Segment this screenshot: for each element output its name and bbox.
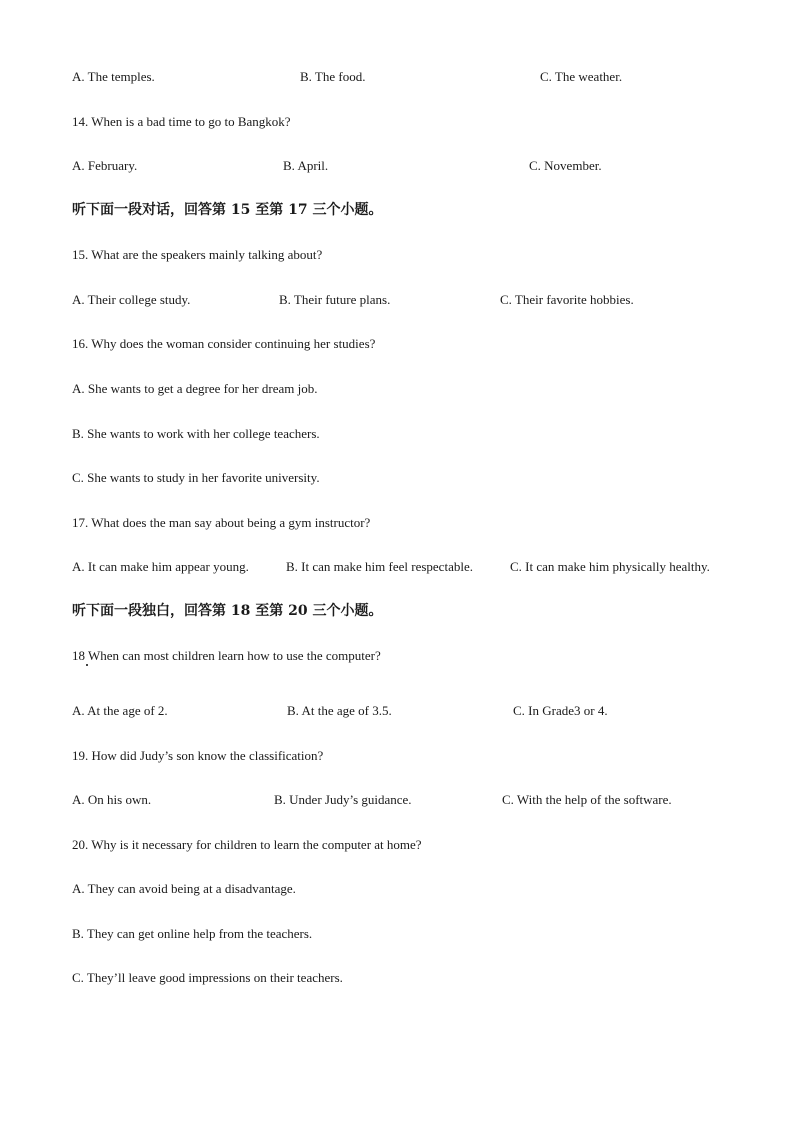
q18-option-a: A. At the age of 2. xyxy=(72,703,168,718)
q18-question: 18 When can most children learn how to use the computer? xyxy=(72,648,381,663)
stray-dot-mark xyxy=(86,664,88,666)
q20-option-a: A. They can avoid being at a disadvantage. xyxy=(72,881,296,896)
q14-option-b: B. April. xyxy=(283,158,329,173)
q15-option-b: B. Their future plans. xyxy=(279,292,391,307)
q17-option-b: B. It can make him feel respectable. xyxy=(286,559,473,574)
q16-option-c: C. She wants to study in her favorite university. xyxy=(72,470,320,485)
q20-option-b: B. They can get online help from the teachers. xyxy=(72,926,313,941)
q17-question: 17. What does the man say about being a gym instructor? xyxy=(72,515,371,530)
q16-question: 16. Why does the woman consider continuing her studies? xyxy=(72,336,376,351)
q15-question: 15. What are the speakers mainly talking about? xyxy=(72,247,323,262)
q15-option-c: C. Their favorite hobbies. xyxy=(500,292,634,307)
q20-question: 20. Why is it necessary for children to learn the computer at home? xyxy=(72,837,422,852)
q14-question: 14. When is a bad time to go to Bangkok? xyxy=(72,114,291,129)
q13-option-b: B. The food. xyxy=(300,69,366,84)
q16-option-a: A. She wants to get a degree for her dream job. xyxy=(72,381,318,396)
section-heading-15-17: 听下面一段对话，回答第 15 至第 17 三个小题。 xyxy=(72,202,383,218)
q18-option-c: C. In Grade3 or 4. xyxy=(513,703,608,718)
q13-option-c: C. The weather. xyxy=(540,69,623,84)
q19-question: 19. How did Judy’s son know the classification? xyxy=(72,748,324,763)
q20-option-c: C. They’ll leave good impressions on their teachers. xyxy=(72,970,343,985)
q19-option-c: C. With the help of the software. xyxy=(502,792,672,807)
q19-option-b: B. Under Judy’s guidance. xyxy=(274,792,412,807)
q15-option-a: A. Their college study. xyxy=(72,292,191,307)
q18-option-b: B. At the age of 3.5. xyxy=(287,703,392,718)
q14-option-a: A. February. xyxy=(72,158,138,173)
q13-option-a: A. The temples. xyxy=(72,69,155,84)
section-heading-18-20: 听下面一段独白，回答第 18 至第 20 三个小题。 xyxy=(72,603,383,619)
q17-option-c: C. It can make him physically healthy. xyxy=(510,559,710,574)
q14-option-c: C. November. xyxy=(529,158,602,173)
q19-option-a: A. On his own. xyxy=(72,792,152,807)
q16-option-b: B. She wants to work with her college teachers. xyxy=(72,426,320,441)
q17-option-a: A. It can make him appear young. xyxy=(72,559,249,574)
